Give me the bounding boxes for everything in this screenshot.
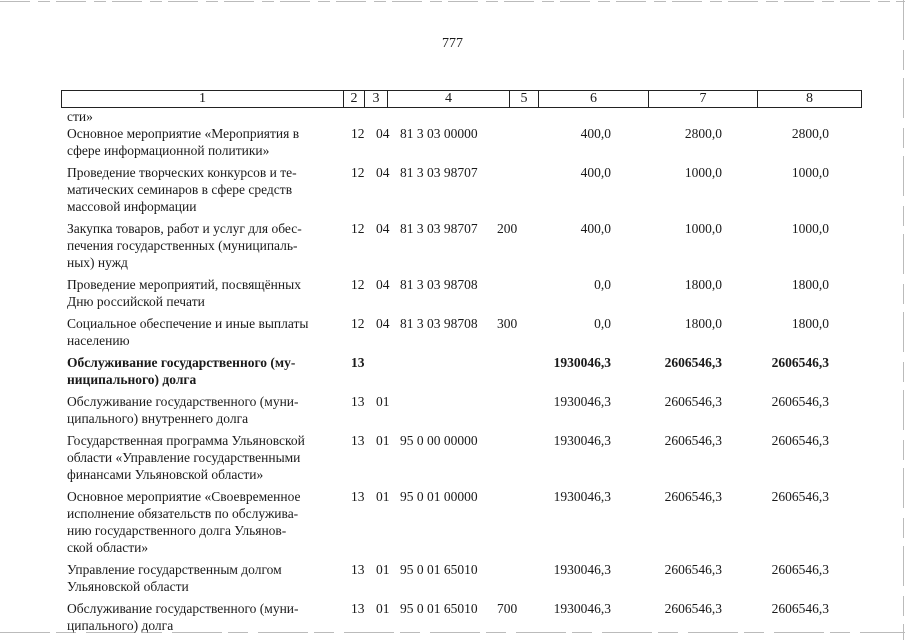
amount-col-6: 400,0 bbox=[580, 221, 611, 236]
subsection-code: 04 bbox=[376, 277, 390, 292]
row-name-line: Обслуживание государственного (муни- bbox=[67, 601, 299, 616]
table-row bbox=[0, 561, 905, 595]
row-name bbox=[67, 125, 339, 159]
amount-col-6: 400,0 bbox=[580, 126, 611, 141]
budget-table-body bbox=[0, 108, 905, 639]
subsection-code: 04 bbox=[376, 316, 390, 331]
row-name bbox=[67, 276, 339, 310]
row-name-line: сти» bbox=[67, 109, 93, 124]
amount-col-8: 2606546,3 bbox=[771, 394, 829, 409]
amount-col-6: 400,0 bbox=[580, 165, 611, 180]
expense-type-code: 300 bbox=[497, 316, 518, 331]
table-row bbox=[0, 432, 905, 483]
row-name-line: Закупка товаров, работ и услуг для обес- bbox=[67, 221, 302, 236]
amount-col-8: 2606546,3 bbox=[771, 562, 829, 577]
table-row bbox=[0, 354, 905, 388]
row-name-line: ципального) внутреннего долга bbox=[67, 411, 249, 426]
amount-col-8: 1800,0 bbox=[791, 277, 829, 292]
row-name-line: Проведение мероприятий, посвящённых bbox=[67, 277, 301, 292]
amount-col-8: 2800,0 bbox=[791, 126, 829, 141]
row-name-line: области «Управление государственными bbox=[67, 450, 301, 465]
row-name-line: Дню российской печати bbox=[67, 294, 205, 309]
section-code: 12 bbox=[351, 221, 365, 236]
target-article-code: 81 3 03 98708 bbox=[400, 277, 478, 292]
row-name-line: ципального) долга bbox=[67, 618, 174, 633]
amount-col-7: 2606546,3 bbox=[664, 489, 722, 504]
expense-type-code: 700 bbox=[497, 601, 518, 616]
table-row bbox=[0, 108, 905, 125]
row-name bbox=[67, 432, 339, 483]
row-name-line: Управление государственным долгом bbox=[67, 562, 282, 577]
column-header: 1 bbox=[62, 91, 344, 108]
amount-col-6: 1930046,3 bbox=[553, 489, 611, 504]
table-row bbox=[0, 600, 905, 634]
amount-col-8: 2606546,3 bbox=[771, 601, 829, 616]
row-name bbox=[67, 164, 339, 215]
amount-col-6: 1930046,3 bbox=[553, 433, 611, 448]
row-name-line: сфере информационной политики» bbox=[67, 143, 270, 158]
column-header: 6 bbox=[539, 91, 649, 108]
column-header: 8 bbox=[758, 91, 862, 108]
row-name bbox=[67, 600, 339, 634]
amount-col-7: 1000,0 bbox=[684, 221, 722, 236]
amount-col-8: 2606546,3 bbox=[771, 355, 829, 370]
amount-col-7: 1000,0 bbox=[684, 165, 722, 180]
table-row bbox=[0, 315, 905, 349]
section-code: 13 bbox=[351, 489, 365, 504]
amount-col-6: 1930046,3 bbox=[553, 355, 611, 370]
row-name bbox=[67, 315, 339, 349]
amount-col-8: 2606546,3 bbox=[771, 489, 829, 504]
section-code: 12 bbox=[351, 165, 365, 180]
subsection-code: 01 bbox=[376, 489, 390, 504]
amount-col-6: 0,0 bbox=[594, 277, 611, 292]
page-number: 777 bbox=[442, 36, 463, 51]
amount-col-7: 2606546,3 bbox=[664, 355, 722, 370]
row-name bbox=[67, 354, 339, 388]
column-header: 5 bbox=[510, 91, 539, 108]
row-name-line: матических семинаров в сфере средств bbox=[67, 182, 293, 197]
row-name bbox=[67, 393, 339, 427]
amount-col-7: 2800,0 bbox=[684, 126, 722, 141]
row-name-line: массовой информации bbox=[67, 199, 197, 214]
row-name-line: Ульяновской области bbox=[67, 579, 189, 594]
section-code: 13 bbox=[351, 562, 365, 577]
target-article-code: 95 0 01 65010 bbox=[400, 601, 478, 616]
amount-col-6: 0,0 bbox=[594, 316, 611, 331]
target-article-code: 81 3 03 98708 bbox=[400, 316, 478, 331]
row-name-line: ных) нужд bbox=[67, 255, 128, 270]
row-name-line: Основное мероприятие «Мероприятия в bbox=[67, 126, 300, 141]
target-article-code: 95 0 01 65010 bbox=[400, 562, 478, 577]
subsection-code: 01 bbox=[376, 601, 390, 616]
section-code: 12 bbox=[351, 316, 365, 331]
target-article-code: 81 3 03 98707 bbox=[400, 221, 478, 236]
column-header: 2 bbox=[344, 91, 365, 108]
amount-col-7: 2606546,3 bbox=[664, 562, 722, 577]
amount-col-6: 1930046,3 bbox=[553, 562, 611, 577]
subsection-code: 01 bbox=[376, 394, 390, 409]
target-article-code: 95 0 01 00000 bbox=[400, 489, 478, 504]
row-name-line: финансами Ульяновской области» bbox=[67, 467, 264, 482]
column-header: 7 bbox=[649, 91, 758, 108]
row-name-line: ской области» bbox=[67, 540, 149, 555]
column-header: 3 bbox=[365, 91, 388, 108]
column-header-table bbox=[61, 90, 862, 108]
target-article-code: 81 3 03 98707 bbox=[400, 165, 478, 180]
amount-col-7: 2606546,3 bbox=[664, 433, 722, 448]
subsection-code: 04 bbox=[376, 126, 390, 141]
section-code: 12 bbox=[351, 277, 365, 292]
amount-col-7: 1800,0 bbox=[684, 316, 722, 331]
amount-col-6: 1930046,3 bbox=[553, 601, 611, 616]
row-name bbox=[67, 108, 339, 125]
row-name-line: Проведение творческих конкурсов и те- bbox=[67, 165, 297, 180]
row-name bbox=[67, 220, 339, 271]
amount-col-7: 2606546,3 bbox=[664, 394, 722, 409]
row-name-line: Основное мероприятие «Своевременное bbox=[67, 489, 301, 504]
expense-type-code: 200 bbox=[497, 221, 518, 236]
amount-col-6: 1930046,3 bbox=[553, 394, 611, 409]
table-row bbox=[0, 276, 905, 310]
amount-col-7: 1800,0 bbox=[684, 277, 722, 292]
row-name-line: Обслуживание государственного (му- bbox=[67, 355, 296, 370]
section-code: 12 bbox=[351, 126, 365, 141]
row-name-line: Обслуживание государственного (муни- bbox=[67, 394, 299, 409]
row-name-line: Государственная программа Ульяновской bbox=[67, 433, 305, 448]
row-name bbox=[67, 561, 339, 595]
section-code: 13 bbox=[351, 355, 365, 370]
table-row bbox=[0, 125, 905, 159]
section-code: 13 bbox=[351, 433, 365, 448]
table-row bbox=[0, 488, 905, 556]
row-name-line: ниципального) долга bbox=[67, 372, 197, 387]
row-name-line: населению bbox=[67, 333, 130, 348]
amount-col-8: 1000,0 bbox=[791, 165, 829, 180]
subsection-code: 04 bbox=[376, 221, 390, 236]
subsection-code: 01 bbox=[376, 433, 390, 448]
row-name-line: нию государственного долга Ульянов- bbox=[67, 523, 287, 538]
table-row bbox=[0, 220, 905, 271]
subsection-code: 01 bbox=[376, 562, 390, 577]
row-name-line: исполнение обязательств по обслужива- bbox=[67, 506, 299, 521]
row-name-line: Социальное обеспечение и иные выплаты bbox=[67, 316, 309, 331]
row-name bbox=[67, 488, 339, 556]
table-row bbox=[0, 393, 905, 427]
amount-col-8: 2606546,3 bbox=[771, 433, 829, 448]
target-article-code: 95 0 00 00000 bbox=[400, 433, 478, 448]
amount-col-7: 2606546,3 bbox=[664, 601, 722, 616]
column-header: 4 bbox=[388, 91, 510, 108]
section-code: 13 bbox=[351, 601, 365, 616]
section-code: 13 bbox=[351, 394, 365, 409]
subsection-code: 04 bbox=[376, 165, 390, 180]
column-header-row bbox=[62, 91, 862, 108]
table-row bbox=[0, 164, 905, 215]
amount-col-8: 1000,0 bbox=[791, 221, 829, 236]
target-article-code: 81 3 03 00000 bbox=[400, 126, 478, 141]
amount-col-8: 1800,0 bbox=[791, 316, 829, 331]
row-name-line: печения государственных (муниципаль- bbox=[67, 238, 298, 253]
